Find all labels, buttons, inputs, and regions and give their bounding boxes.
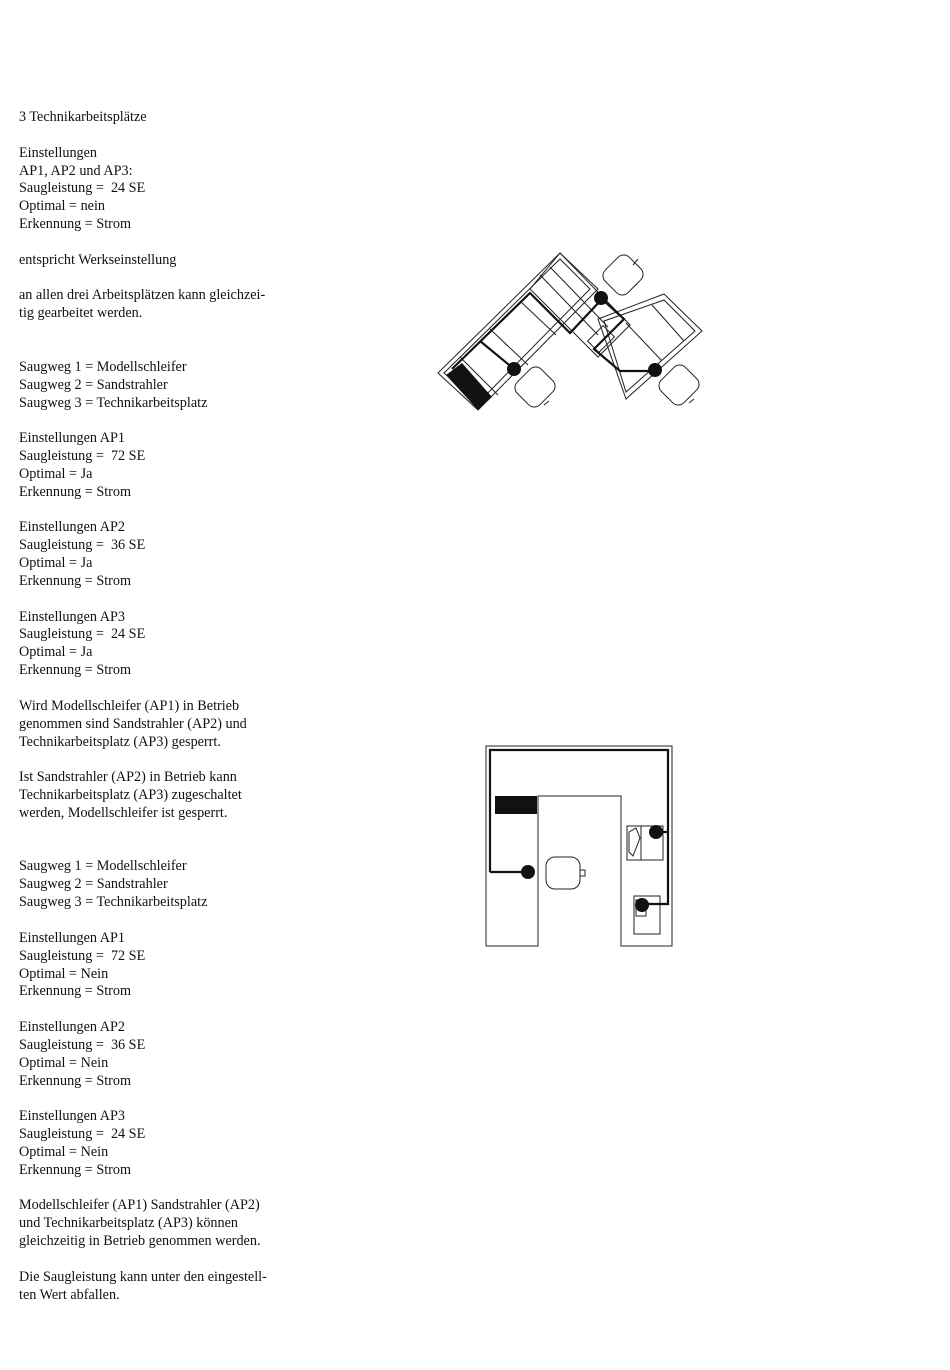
text-line: genommen sind Sandstrahler (AP2) und (19, 715, 247, 732)
text-line: Einstellungen AP2 (19, 519, 126, 536)
text-line: Technikarbeitsplatz (AP3) gesperrt. (19, 733, 221, 750)
text-block (19, 769, 319, 823)
text-line: Saugleistung = 36 SE (19, 1036, 146, 1053)
chair-right (656, 362, 703, 409)
text-line: AP1, AP2 und AP3: (19, 162, 133, 179)
suction-point-ap1 (507, 362, 521, 376)
text-line: Optimal = Ja (19, 555, 93, 572)
text-line: Saugleistung = 72 SE (19, 448, 146, 465)
text-line: Saugweg 1 = Modellschleifer (19, 858, 187, 875)
text-line: Optimal = Ja (19, 465, 93, 482)
text-block (19, 252, 319, 270)
text-line: Wird Modellschleifer (AP1) in Betrieb (19, 697, 240, 714)
text-line: Erkennung = Strom (19, 1072, 132, 1089)
text-block (19, 359, 319, 413)
text-line: gleichzeitig in Betrieb genommen werden. (19, 1233, 261, 1250)
text-block (19, 1108, 319, 1179)
suction-point-ap3 (648, 363, 662, 377)
text-line: Erkennung = Strom (19, 483, 132, 500)
text-block (19, 858, 319, 912)
text-line: tig gearbeitet werden. (19, 305, 143, 322)
device-block-icon (495, 796, 537, 814)
text-block (19, 1197, 319, 1251)
suction-pipe (452, 293, 650, 371)
text-line: Modellschleifer (AP1) Sandstrahler (AP2) (19, 1197, 260, 1214)
text-block (19, 930, 319, 1001)
text-line: Sauglеistung = 24 SE (19, 180, 146, 197)
text-line: Die Saugleistung kann unter den eingestell- (19, 1268, 267, 1285)
text-line: und Technikarbeitsplatz (AP3) können (19, 1215, 238, 1232)
workplace-layout-diagram-zigzag (430, 245, 710, 420)
text-line: Saugleistung = 24 SE (19, 626, 146, 643)
text-line: Saugweg 3 = Technikarbeitsplatz (19, 394, 208, 411)
text-block (19, 1269, 319, 1305)
text-line: Einstellungen AP3 (19, 608, 126, 625)
workplace-layout-diagram-u-shape (484, 744, 676, 950)
text-line: an allen drei Arbeitsplätzen kann gleichzei- (19, 287, 266, 304)
text-line: Optimal = Nein (19, 965, 109, 982)
suction-point-ap2 (594, 291, 608, 305)
text-block (19, 430, 319, 501)
text-line: Technikarbeitsplatz (AP3) zugeschaltet (19, 787, 242, 804)
text-line: Optimal = Ja (19, 644, 93, 661)
text-line: Erkennung = Strom (19, 983, 132, 1000)
text-line: Optimal = Nein (19, 1143, 109, 1160)
text-line: Erkennung = Strom (19, 662, 132, 679)
text-line: werden, Modellschleifer ist gesperrt. (19, 804, 228, 821)
text-line: ten Wert abfallen. (19, 1286, 120, 1303)
text-line: Einstellungen AP1 (19, 929, 126, 946)
text-line: entspricht Werkseinstellung (19, 251, 177, 268)
bench-middle-outline (530, 253, 630, 357)
text-line: Saugweg 1 = Modellschleifer (19, 358, 187, 375)
middle-box (588, 326, 615, 353)
suction-point-ap3 (635, 898, 649, 912)
text-block (19, 519, 319, 590)
text-line: Einstellungen AP1 (19, 430, 126, 447)
text-line: Einstellungen AP2 (19, 1019, 126, 1036)
text-line: Erkennung = Strom (19, 216, 132, 233)
text-line: Optimal = Nein (19, 1054, 109, 1071)
text-line: Saugweg 2 = Sandstrahler (19, 876, 168, 893)
text-line: Saugweg 3 = Technikarbeitsplatz (19, 894, 208, 911)
text-block (19, 145, 319, 234)
text-block (19, 698, 319, 752)
text-line: Saugweg 2 = Sandstrahler (19, 376, 168, 393)
text-line: Einstellungen (19, 144, 98, 161)
text-line: Saugleistung = 36 SE (19, 537, 146, 554)
suction-point-ap1 (521, 865, 535, 879)
text-line: Erkennung = Strom (19, 572, 132, 589)
text-line: Erkennung = Strom (19, 1161, 132, 1178)
text-block (19, 109, 319, 127)
settings-text-column (19, 109, 319, 1322)
text-line: Saugleistung = 24 SE (19, 1126, 146, 1143)
text-line: Ist Sandstrahler (AP2) in Betrieb kann (19, 769, 237, 786)
text-line: Einstellungen AP3 (19, 1108, 126, 1125)
suction-point-ap2 (649, 825, 663, 839)
text-block (19, 1019, 319, 1090)
text-line: Optimal = nein (19, 198, 106, 215)
text-block (19, 287, 319, 323)
chair-center (546, 857, 580, 889)
text-block (19, 609, 319, 680)
text-line: 3 Technikarbeitsplätze (19, 109, 147, 125)
chair-top (600, 252, 647, 299)
text-line: Saugleistung = 72 SE (19, 947, 146, 964)
